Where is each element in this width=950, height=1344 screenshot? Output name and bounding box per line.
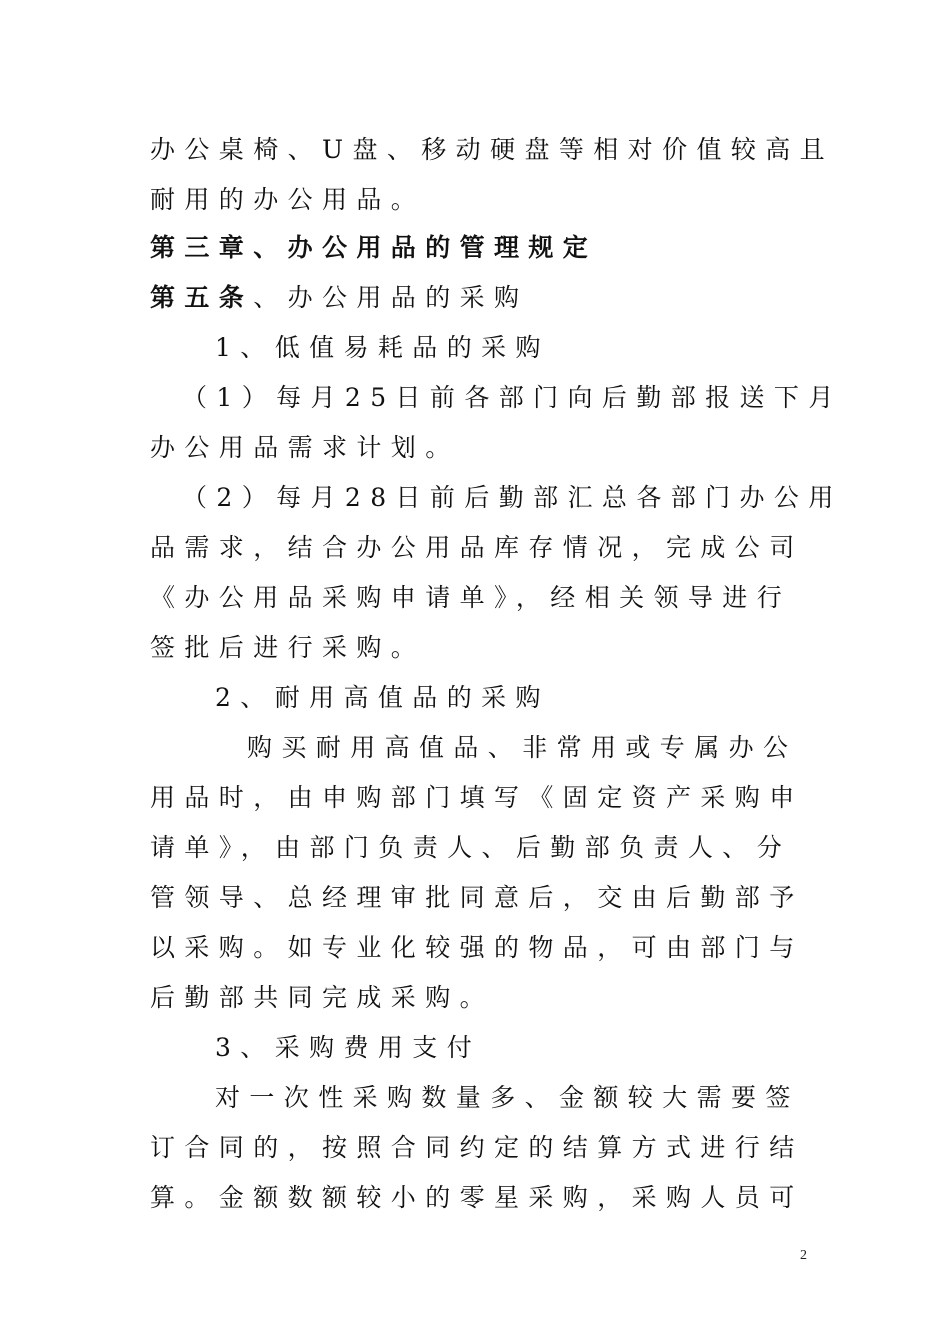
section-heading: 2、耐用高值品的采购 [215, 683, 550, 712]
paragraph-line: 购买耐用高值品、非常用或专属办公 [247, 733, 798, 762]
paragraph-line: 办公用品需求计划。 [150, 433, 460, 462]
section-heading: 3、采购费用支付 [215, 1033, 482, 1062]
page-number: 2 [800, 1248, 807, 1263]
paragraph-line: 《办公用品采购申请单》，经相关领导进行 [150, 583, 792, 612]
paragraph-line: 订合同的，按照合同约定的结算方式进行结 [150, 1133, 804, 1162]
section-heading: 1、低值易耗品的采购 [215, 333, 550, 362]
paragraph-line: 对一次性采购数量多、金额较大需要签 [215, 1083, 800, 1112]
article-title: 、办公用品的采购 [253, 283, 529, 312]
paragraph-line: 后勤部共同完成采购。 [150, 983, 495, 1012]
paragraph-line: 管领导、总经理审批同意后，交由后勤部予 [150, 883, 804, 912]
paragraph-line: 耐用的办公用品。 [150, 185, 426, 214]
paragraph-line: 办公桌椅、U盘、移动硬盘等相对价值较高且 [150, 135, 835, 164]
paragraph-line: 以采购。如专业化较强的物品，可由部门与 [150, 933, 804, 962]
paragraph-line: 请单》，由部门负责人、后勤部负责人、分 [150, 833, 792, 862]
paragraph-line: 品需求，结合办公用品库存情况，完成公司 [150, 533, 804, 562]
paragraph-line: 签批后进行采购。 [150, 633, 426, 662]
paragraph-line: 用品时，由申购部门填写《固定资产采购申 [150, 783, 804, 812]
paragraph-line: （1）每月25日前各部门向后勤部报送下月 [182, 383, 843, 412]
article-number: 第五条 [150, 283, 254, 312]
article-heading [150, 280, 528, 316]
chapter-heading: 第三章、办公用品的管理规定 [150, 233, 598, 262]
paragraph-line: （2）每月28日前后勤部汇总各部门办公用 [182, 483, 843, 512]
paragraph-line: 算。金额数额较小的零星采购，采购人员可 [150, 1183, 804, 1212]
